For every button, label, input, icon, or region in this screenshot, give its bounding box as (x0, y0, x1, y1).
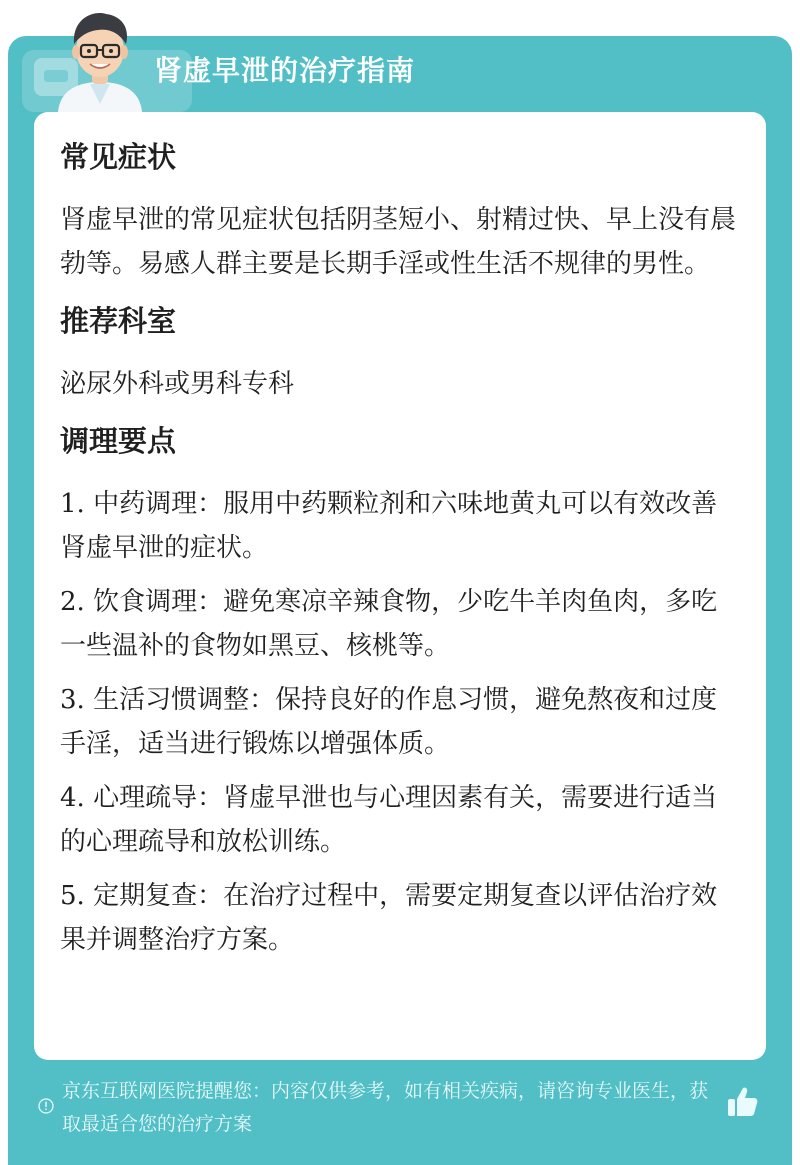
department-text: 泌尿外科或男科专科 (60, 369, 295, 399)
item-text: 心理疏导：肾虚早泄也与心理因素有关，需要进行适当的心理疏导和放松训练。 (60, 783, 718, 857)
item-number: 1. (60, 489, 85, 519)
list-item (60, 482, 740, 570)
item-text: 中药调理：服用中药颗粒剂和六味地黄丸可以有效改善肾虚早泄的症状。 (60, 489, 718, 563)
page-title: 肾虚早泄的治疗指南 (154, 54, 416, 87)
disclaimer-text: 京东互联网医院提醒您：内容仅供参考，如有相关疾病，请咨询专业医生，获取最适合您的治疗方案 (62, 1080, 709, 1135)
item-number: 3. (60, 685, 85, 715)
item-number: 5. (60, 881, 85, 911)
thumbs-up-icon[interactable] (724, 1084, 760, 1120)
content-card (34, 112, 766, 1060)
list-item (60, 874, 740, 962)
info-icon (38, 1098, 54, 1114)
doctor-avatar (44, 4, 156, 112)
item-text: 饮食调理：避免寒凉辛辣食物，少吃牛羊肉鱼肉，多吃一些温补的食物如黑豆、核桃等。 (60, 587, 718, 661)
section-title-care: 调理要点 (60, 424, 177, 458)
list-item (60, 678, 740, 766)
symptoms-text: 肾虚早泄的常见症状包括阴茎短小、射精过快、早上没有晨勃等。易感人群主要是长期手淫或性生活不规律的男性。 (60, 205, 737, 279)
list-item (60, 580, 740, 668)
section-title-department: 推荐科室 (60, 304, 177, 338)
item-text: 定期复查：在治疗过程中，需要定期复查以评估治疗效果并调整治疗方案。 (60, 881, 718, 955)
item-number: 4. (60, 783, 85, 813)
section-title-symptoms: 常见症状 (60, 140, 177, 174)
item-text: 生活习惯调整：保持良好的作息习惯，避免熬夜和过度手淫，适当进行锻炼以增强体质。 (60, 685, 718, 759)
list-item (60, 776, 740, 864)
item-number: 2. (60, 587, 85, 617)
card-content (60, 136, 740, 972)
